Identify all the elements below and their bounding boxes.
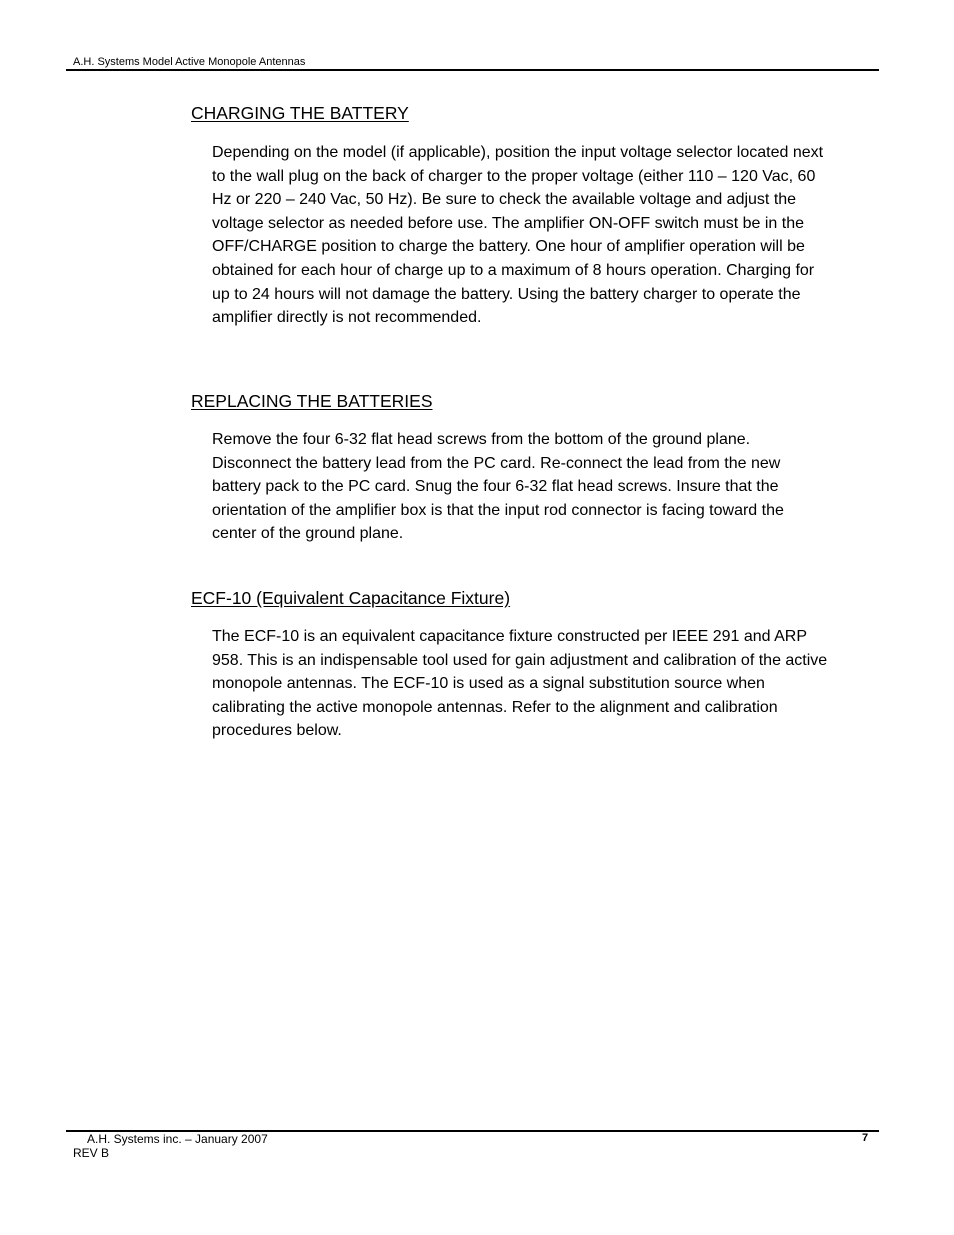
paragraph-replacing-batteries: Remove the four 6-32 flat head screws from the bottom of the ground plane. Disconnect the battery lead from the PC card. Re-connect the lead from the new battery pack to the PC card. Snug the four 6-32 flat head screws. Insure that the orientation of the amplifier box is that the input rod connector is facing toward the center of the ground plane. (212, 431, 784, 543)
running-header: A.H. Systems Model Active Monopole Antennas (73, 56, 306, 68)
footer-company-date: A.H. Systems inc. – January 2007 (87, 1132, 268, 1146)
header-rule (66, 69, 879, 71)
paragraph-charging-battery: Depending on the model (if applicable), position the input voltage selector located next to the wall plug on the back of charger to the proper voltage (either 110 – 120 Vac, 60 Hz or 220 – 240 Vac, 50 Hz). Be sure to check the available voltage and adjust the voltage selector as needed before use. The amplifier ON-OFF switch must be in the OFF/CHARGE position to charge the battery. One hour of amplifier operation will be obtained for each hour of charge up to a maximum of 8 hours operation. Charging for up to 24 hours will not damage the battery. Using the battery charger to operate the amplifier directly is not recommended. (212, 144, 824, 327)
heading-charging-battery: CHARGING THE BATTERY (191, 103, 409, 123)
footer-revision: REV B (73, 1146, 110, 1160)
heading-replacing-batteries: REPLACING THE BATTERIES (191, 391, 433, 411)
page-number: 7 (862, 1132, 869, 1144)
paragraph-ecf-10: The ECF-10 is an equivalent capacitance fixture constructed per IEEE 291 and ARP 958. This is an indispensable tool used for gain adjustment and calibration of the active monopole antennas. The ECF-10 is used as a signal substitution source when calibrating the active monopole antennas. Refer to the alignment and calibration procedures below. (212, 628, 828, 740)
heading-ecf-10: ECF-10 (Equivalent Capacitance Fixture) (191, 588, 511, 608)
